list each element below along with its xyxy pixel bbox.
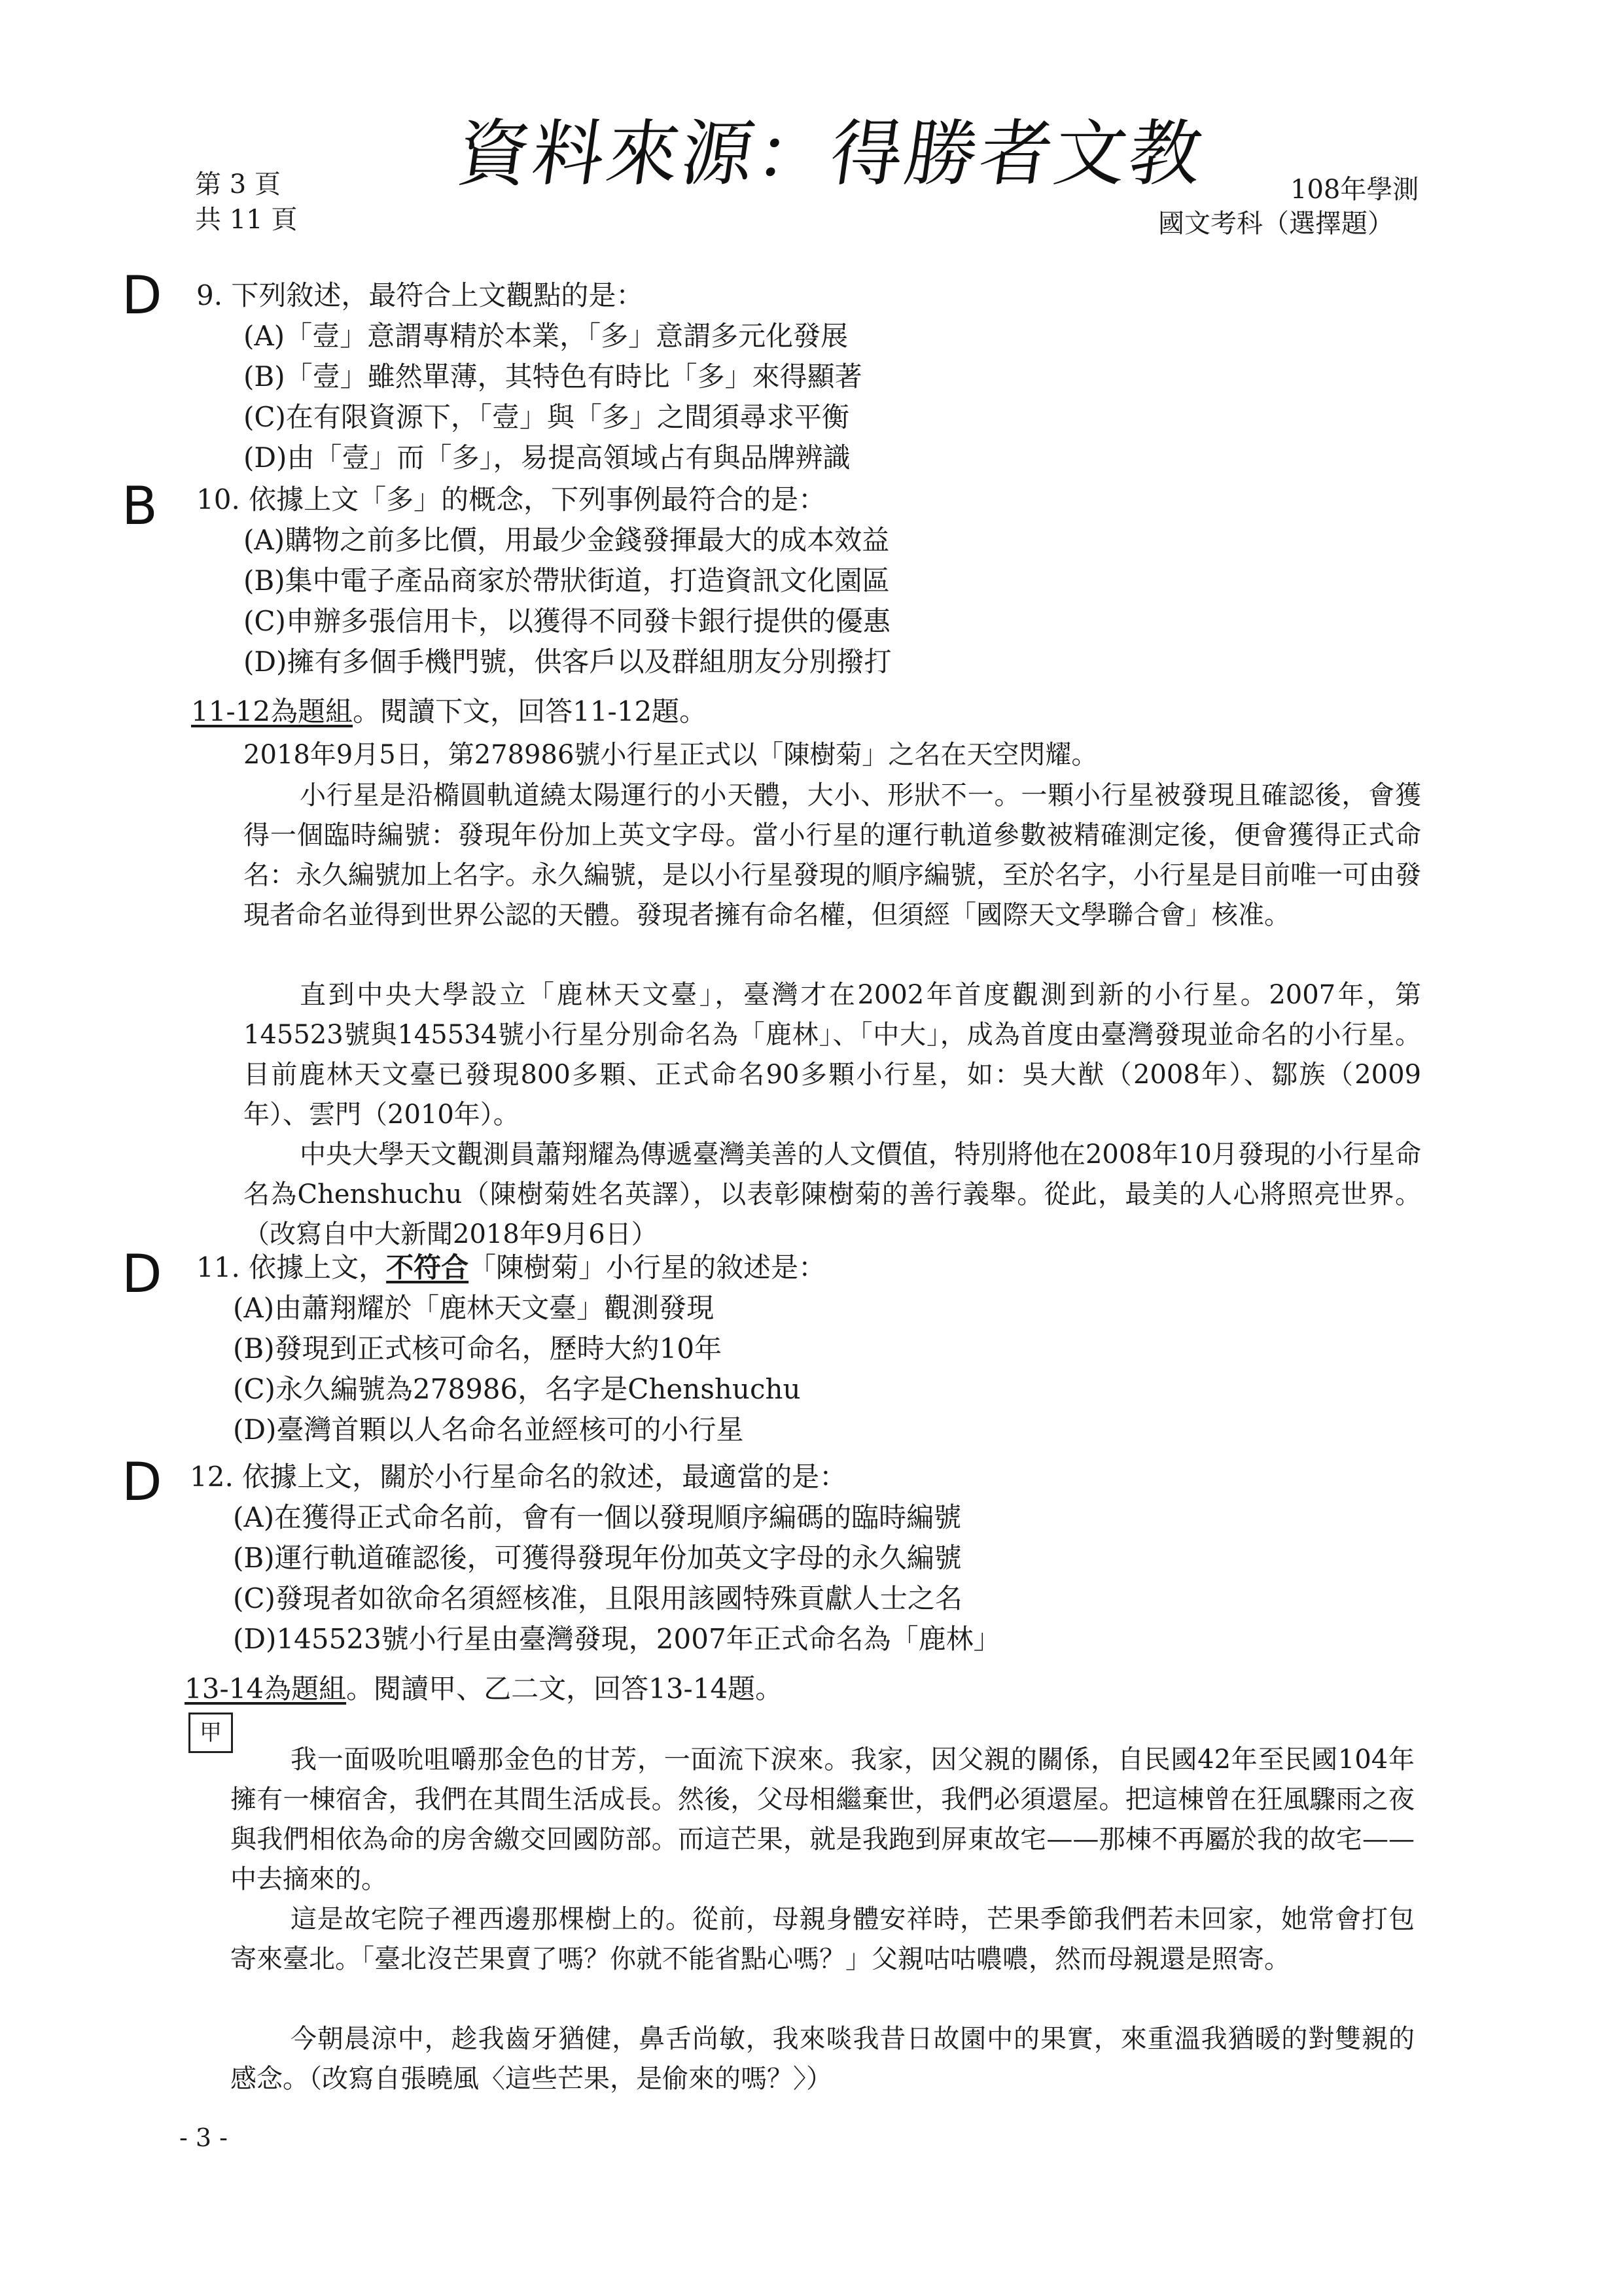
question-12-option-d: (D)145523號小行星由臺灣發現，2007年正式命名為「鹿林」 (233, 1623, 1001, 1655)
handwritten-answer-q11: D (122, 1244, 162, 1304)
group-instruction: 。閱讀甲、乙二文，回答13-14題。 (346, 1673, 783, 1705)
question-10-option-a: (A)購物之前多比價，用最少金錢發揮最大的成本效益 (243, 524, 890, 556)
question-10-option-d: (D)擁有多個手機門號，供客戶以及群組朋友分別撥打 (243, 646, 892, 678)
question-9-option-d: (D)由「壹」而「多」，易提高領域占有與品牌辨識 (243, 442, 851, 474)
passage-1-paragraph-4: 中央大學天文觀測員蕭翔耀為傳遞臺灣美善的人文價值，特別將他在2008年10月發現的小行星命名為Chenshuchu（陳樹菊姓名英譯），以表彰陳樹菊的善行義舉。從此，最美的人心將照亮世界。（改寫自中大新聞2018年9月6日） (243, 1139, 1421, 1249)
group-instruction: 。閱讀下文，回答11-12題。 (353, 695, 707, 727)
question-11-option-b: (B)發現到正式核可命名，歷時大約10年 (233, 1332, 722, 1365)
question-10-stem: 10. 依據上文「多」的概念，下列事例最符合的是： (196, 483, 826, 515)
question-11-negation-emphasis: 不符合 (386, 1251, 469, 1283)
passage-jia-paragraph-1: 我一面吸吮咀嚼那金色的甘芳，一面流下淚來。我家，因父親的關係，自民國42年至民國104年擁有一棟宿舍，我們在其間生活成長。然後，父母相繼棄世，我們必須還屋。把這棟曾在狂風驟雨之夜與我們相依為命的房舍繳交回國防部。而這芒果，就是我跑到屏東故宅——那棟不再屬於我的故宅——中去摘來的。 (230, 1745, 1415, 1894)
question-group-11-12-heading (191, 693, 707, 730)
handwritten-answer-q9: D (122, 265, 162, 326)
question-10-option-b: (B)集中電子產品商家於帶狀街道，打造資訊文化園區 (243, 565, 890, 597)
handwritten-answer-q10: B (122, 476, 158, 536)
question-9-option-a: (A)「壹」意謂專精於本業，「多」意謂多元化發展 (243, 320, 849, 352)
passage-1-paragraph-2: 小行星是沿橢圓軌道繞太陽運行的小天體，大小、形狀不一。一顆小行星被發現且確認後，會獲得一個臨時編號：發現年份加上英文字母。當小行星的運行軌道參數被精確測定後，便會獲得正式命名：永久編號加上名字。永久編號，是以小行星發現的順序編號，至於名字，小行星是目前唯一可由發現者命名並得到世界公認的天體。發現者擁有命名權，但須經「國際天文學聯合會」核准。 (243, 780, 1421, 930)
group-label: 13-14為題組 (185, 1673, 347, 1705)
passage-jia-paragraph-2: 這是故宅院子裡西邊那棵樹上的。從前，母親身體安祥時，芒果季節我們若未回家，她常會打包寄來臺北。「臺北沒芒果賣了嗎？你就不能省點心嗎？」父親咕咕噥噥，然而母親還是照寄。 (230, 1904, 1415, 1974)
question-11-stem-end: 「陳樹菊」小行星的敘述是： (468, 1251, 826, 1283)
passage-jia-label-box: 甲 (188, 1713, 233, 1753)
group-label: 11-12為題組 (191, 695, 353, 727)
question-11-stem-start: 11. 依據上文， (196, 1251, 387, 1283)
question-11-stem (196, 1249, 826, 1286)
handwritten-answer-q12: D (122, 1452, 162, 1512)
passage-jia-paragraph-3: 今朝晨涼中，趁我齒牙猶健，鼻舌尚敏，我來啖我昔日故園中的果實，來重溫我猶暖的對雙親的感念。（改寫自張曉風〈這些芒果，是偷來的嗎？〉） (230, 2024, 1415, 2094)
passage-1-paragraph-1: 2018年9月5日，第278986號小行星正式以「陳樹菊」之名在天空閃耀。 (243, 740, 1098, 770)
page-number-label: 第 3 頁 (195, 169, 281, 200)
question-group-13-14-heading (185, 1671, 783, 1707)
question-12-stem: 12. 依據上文，關於小行星命名的敘述，最適當的是： (190, 1461, 847, 1493)
question-9-option-b: (B)「壹」雖然單薄，其特色有時比「多」來得顯著 (243, 360, 862, 392)
passage-1-paragraph-3: 直到中央大學設立「鹿林天文臺」，臺灣才在2002年首度觀測到新的小行星。2007年，第145523號與145534號小行星分別命名為「鹿林」、「中大」，成為首度由臺灣發現並命名的小行星。目前鹿林天文臺已發現800多顆、正式命名90多顆小行星，如：吳大猷（2008年）、鄒族（2009年）、雲門（2010年）。 (243, 980, 1421, 1130)
question-9-option-c: (C)在有限資源下，「壹」與「多」之間須尋求平衡 (243, 401, 849, 433)
exam-title: 108年學測 (1290, 175, 1419, 205)
subject-title: 國文考科（選擇題） (1158, 209, 1394, 239)
question-10-option-c: (C)申辦多張信用卡，以獲得不同發卡銀行提供的優惠 (243, 605, 891, 637)
question-11-option-d: (D)臺灣首顆以人名命名並經核可的小行星 (233, 1414, 744, 1446)
question-12-option-a: (A)在獲得正式命名前，會有一個以發現順序編碼的臨時編號 (233, 1501, 962, 1533)
question-12-option-b: (B)運行軌道確認後，可獲得發現年份加英文字母的永久編號 (233, 1542, 962, 1574)
question-9-stem: 9. 下列敘述，最符合上文觀點的是： (196, 279, 644, 311)
question-12-option-c: (C)發現者如欲命名須經核准，且限用該國特殊貢獻人士之名 (233, 1582, 962, 1614)
handwritten-source-note: 資料來源：得勝者文教 (452, 112, 1210, 196)
footer-page-number: - 3 - (179, 2123, 228, 2152)
question-11-option-a: (A)由蕭翔耀於「鹿林天文臺」觀測發現 (233, 1292, 715, 1324)
total-pages-label: 共 11 頁 (195, 205, 298, 235)
question-11-option-c: (C)永久編號為278986，名字是Chenshuchu (233, 1373, 801, 1405)
